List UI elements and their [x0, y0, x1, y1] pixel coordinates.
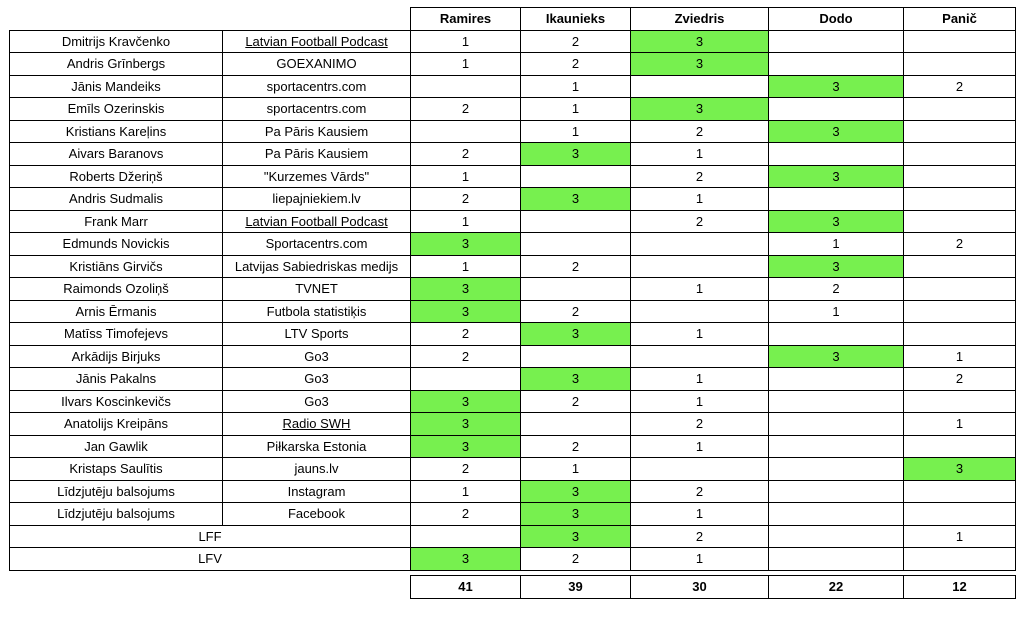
- vote-cell: [631, 75, 769, 98]
- voter-row: [10, 390, 1016, 413]
- total-cell: 12: [904, 575, 1016, 598]
- voter-row: [10, 98, 1016, 121]
- vote-cell: [904, 98, 1016, 121]
- vote-cell: 3: [411, 390, 521, 413]
- voter-source: [223, 368, 411, 391]
- source-text: "Kurzemes Vārds": [263, 168, 370, 184]
- voter-source: [223, 458, 411, 481]
- vote-cell: 2: [521, 435, 631, 458]
- total-cell: 22: [769, 575, 904, 598]
- vote-cell: 3: [411, 548, 521, 571]
- voter-row: [10, 165, 1016, 188]
- vote-cell: 3: [631, 98, 769, 121]
- voter-row: [10, 413, 1016, 436]
- vote-cell: [769, 53, 904, 76]
- voter-row: [10, 53, 1016, 76]
- vote-cell: 2: [411, 503, 521, 526]
- total-cell: 30: [631, 575, 769, 598]
- vote-cell: 1: [631, 390, 769, 413]
- vote-cell: 1: [411, 53, 521, 76]
- vote-cell: [904, 143, 1016, 166]
- vote-cell: [769, 413, 904, 436]
- source-link[interactable]: Latvian Football Podcast: [245, 33, 388, 49]
- header-zviedris: Zviedris: [631, 8, 769, 31]
- voter-name: Arkādijs Birjuks: [10, 345, 223, 368]
- voter-row: [10, 210, 1016, 233]
- org-row: [10, 525, 1016, 548]
- vote-cell: [904, 30, 1016, 53]
- voter-name: Andris Grīnbergs: [10, 53, 223, 76]
- vote-cell: [631, 458, 769, 481]
- vote-cell: 1: [411, 165, 521, 188]
- voter-source: [223, 98, 411, 121]
- vote-cell: [521, 345, 631, 368]
- vote-cell: 2: [521, 300, 631, 323]
- voter-name: Kristaps Saulītis: [10, 458, 223, 481]
- vote-cell: 3: [904, 458, 1016, 481]
- vote-cell: [904, 188, 1016, 211]
- vote-cell: [411, 75, 521, 98]
- voter-source: [223, 345, 411, 368]
- source-link[interactable]: Latvian Football Podcast: [245, 213, 388, 229]
- voter-name: Kristians Kareļins: [10, 120, 223, 143]
- vote-cell: 3: [411, 300, 521, 323]
- totals-row: [10, 575, 1016, 598]
- vote-cell: 1: [411, 480, 521, 503]
- voter-source: [223, 323, 411, 346]
- vote-cell: 2: [904, 233, 1016, 256]
- vote-cell: 3: [769, 75, 904, 98]
- voter-row: [10, 278, 1016, 301]
- vote-cell: [769, 548, 904, 571]
- org-name: LFV: [10, 548, 411, 571]
- vote-cell: 1: [904, 525, 1016, 548]
- total-cell: 41: [411, 575, 521, 598]
- vote-cell: [904, 548, 1016, 571]
- vote-cell: [769, 30, 904, 53]
- vote-cell: 3: [769, 345, 904, 368]
- vote-cell: [769, 458, 904, 481]
- vote-cell: 2: [631, 413, 769, 436]
- vote-cell: 2: [631, 165, 769, 188]
- source-text: Go3: [304, 371, 329, 387]
- voter-name: Kristiāns Girvičs: [10, 255, 223, 278]
- vote-cell: [904, 323, 1016, 346]
- vote-cell: 1: [631, 548, 769, 571]
- vote-cell: [769, 525, 904, 548]
- voter-source: [223, 255, 411, 278]
- voter-row: [10, 255, 1016, 278]
- voter-source: [223, 75, 411, 98]
- vote-cell: 3: [769, 255, 904, 278]
- source-text: Pa Pāris Kausiem: [264, 146, 369, 162]
- vote-cell: 3: [521, 188, 631, 211]
- vote-cell: 2: [904, 75, 1016, 98]
- source-text: sportacentrs.com: [266, 78, 367, 94]
- vote-cell: 1: [521, 75, 631, 98]
- voter-name: Frank Marr: [10, 210, 223, 233]
- vote-cell: [411, 368, 521, 391]
- voter-name: Dmitrijs Kravčenko: [10, 30, 223, 53]
- vote-cell: 3: [521, 368, 631, 391]
- voter-row: [10, 143, 1016, 166]
- voter-name: Emīls Ozerinskis: [10, 98, 223, 121]
- vote-cell: [904, 503, 1016, 526]
- vote-cell: 1: [631, 503, 769, 526]
- vote-cell: 3: [769, 165, 904, 188]
- vote-cell: [769, 503, 904, 526]
- vote-cell: 1: [521, 458, 631, 481]
- voter-row: [10, 30, 1016, 53]
- vote-cell: 1: [631, 323, 769, 346]
- source-text: Pa Pāris Kausiem: [264, 123, 369, 139]
- voter-row: [10, 345, 1016, 368]
- vote-cell: 1: [904, 345, 1016, 368]
- vote-cell: [904, 120, 1016, 143]
- vote-cell: 3: [769, 210, 904, 233]
- voter-name: Edmunds Novickis: [10, 233, 223, 256]
- voter-name: Aivars Baranovs: [10, 143, 223, 166]
- vote-cell: 3: [521, 323, 631, 346]
- vote-cell: 3: [411, 278, 521, 301]
- voter-row: [10, 480, 1016, 503]
- vote-cell: 2: [521, 390, 631, 413]
- source-text: Futbola statistiķis: [266, 303, 367, 319]
- voter-source: [223, 480, 411, 503]
- vote-cell: 3: [411, 413, 521, 436]
- voter-source[interactable]: [223, 30, 411, 53]
- vote-cell: 2: [521, 53, 631, 76]
- vote-cell: 1: [631, 188, 769, 211]
- source-text: Go3: [304, 348, 329, 364]
- vote-cell: 2: [904, 368, 1016, 391]
- vote-cell: 3: [631, 30, 769, 53]
- source-text: Instagram: [287, 483, 346, 499]
- vote-cell: 2: [631, 525, 769, 548]
- vote-cell: 2: [411, 188, 521, 211]
- vote-cell: [769, 323, 904, 346]
- voter-name: Matīss Timofejevs: [10, 323, 223, 346]
- vote-cell: [769, 188, 904, 211]
- vote-cell: 2: [411, 458, 521, 481]
- vote-cell: [769, 143, 904, 166]
- vote-cell: [904, 390, 1016, 413]
- voter-row: [10, 435, 1016, 458]
- voter-name: Raimonds Ozoliņš: [10, 278, 223, 301]
- vote-cell: [521, 210, 631, 233]
- source-text: sportacentrs.com: [266, 101, 367, 117]
- vote-cell: 2: [521, 30, 631, 53]
- source-text: liepajniekiem.lv: [272, 191, 361, 207]
- voter-source[interactable]: [223, 210, 411, 233]
- vote-cell: [904, 210, 1016, 233]
- vote-cell: 2: [631, 210, 769, 233]
- vote-cell: [631, 300, 769, 323]
- vote-cell: [904, 53, 1016, 76]
- vote-cell: [904, 255, 1016, 278]
- vote-cell: [411, 120, 521, 143]
- voter-source: [223, 390, 411, 413]
- totals-blank: [223, 575, 411, 598]
- vote-cell: 1: [769, 300, 904, 323]
- vote-cell: 2: [631, 120, 769, 143]
- vote-cell: 1: [631, 435, 769, 458]
- source-link[interactable]: Radio SWH: [282, 416, 351, 432]
- vote-cell: [521, 278, 631, 301]
- vote-cell: 1: [411, 210, 521, 233]
- vote-cell: 2: [411, 345, 521, 368]
- source-text: TVNET: [295, 281, 338, 297]
- total-cell: 39: [521, 575, 631, 598]
- voter-row: [10, 188, 1016, 211]
- vote-cell: [769, 368, 904, 391]
- vote-cell: 2: [411, 98, 521, 121]
- source-text: Sportacentrs.com: [265, 236, 368, 252]
- totals-blank: [10, 575, 223, 598]
- vote-cell: 1: [411, 30, 521, 53]
- source-text: Latvijas Sabiedriskas medijs: [234, 258, 399, 274]
- org-row: [10, 548, 1016, 571]
- vote-cell: 3: [521, 143, 631, 166]
- voter-row: [10, 120, 1016, 143]
- voter-name: Jānis Mandeiks: [10, 75, 223, 98]
- vote-cell: 1: [631, 368, 769, 391]
- header-row: [10, 8, 1016, 31]
- header-ramires: Ramires: [411, 8, 521, 31]
- vote-cell: 1: [631, 143, 769, 166]
- voter-row: [10, 323, 1016, 346]
- header-dodo: Dodo: [769, 8, 904, 31]
- vote-cell: [521, 413, 631, 436]
- vote-cell: 3: [411, 435, 521, 458]
- vote-cell: [769, 480, 904, 503]
- voter-row: [10, 458, 1016, 481]
- voter-name: Līdzjutēju balsojums: [10, 503, 223, 526]
- vote-cell: 1: [411, 255, 521, 278]
- vote-cell: [904, 435, 1016, 458]
- vote-cell: 3: [769, 120, 904, 143]
- vote-cell: [904, 278, 1016, 301]
- voter-name: Andris Sudmalis: [10, 188, 223, 211]
- vote-cell: [769, 390, 904, 413]
- vote-cell: 1: [521, 120, 631, 143]
- voter-name: Jānis Pakalns: [10, 368, 223, 391]
- header-panic: Panič: [904, 8, 1016, 31]
- vote-cell: 2: [411, 323, 521, 346]
- source-text: Piłkarska Estonia: [266, 438, 367, 454]
- voter-source: [223, 300, 411, 323]
- vote-cell: [631, 255, 769, 278]
- voter-name: Jan Gawlik: [10, 435, 223, 458]
- voter-row: [10, 75, 1016, 98]
- voter-source: [223, 233, 411, 256]
- source-text: Facebook: [287, 506, 346, 522]
- vote-cell: 3: [521, 525, 631, 548]
- source-text: LTV Sports: [284, 326, 349, 342]
- voter-source: [223, 165, 411, 188]
- votes-table: [9, 7, 1016, 599]
- source-text: jauns.lv: [294, 461, 339, 477]
- org-name: LFF: [10, 525, 411, 548]
- vote-cell: 1: [769, 233, 904, 256]
- voter-name: Anatolijs Kreipāns: [10, 413, 223, 436]
- voter-name: Ilvars Koscinkevičs: [10, 390, 223, 413]
- voter-source: [223, 188, 411, 211]
- vote-cell: 3: [521, 480, 631, 503]
- voter-name: Roberts Džeriņš: [10, 165, 223, 188]
- voter-source: [223, 53, 411, 76]
- voter-source[interactable]: [223, 413, 411, 436]
- vote-cell: [411, 525, 521, 548]
- voter-source: [223, 120, 411, 143]
- vote-cell: [521, 233, 631, 256]
- votes-body: [10, 30, 1016, 598]
- voter-source: [223, 435, 411, 458]
- vote-cell: [904, 165, 1016, 188]
- voter-row: [10, 233, 1016, 256]
- vote-cell: 2: [769, 278, 904, 301]
- voter-source: [223, 143, 411, 166]
- vote-cell: [769, 98, 904, 121]
- vote-cell: 1: [521, 98, 631, 121]
- voter-row: [10, 368, 1016, 391]
- voter-source: [223, 278, 411, 301]
- vote-cell: 2: [411, 143, 521, 166]
- vote-cell: [769, 435, 904, 458]
- vote-cell: 3: [631, 53, 769, 76]
- vote-cell: 2: [521, 548, 631, 571]
- header-blank: [10, 8, 223, 31]
- vote-cell: [631, 233, 769, 256]
- vote-cell: 2: [521, 255, 631, 278]
- vote-cell: [521, 165, 631, 188]
- voter-row: [10, 503, 1016, 526]
- voter-source: [223, 503, 411, 526]
- header-blank: [223, 8, 411, 31]
- vote-cell: 3: [411, 233, 521, 256]
- source-text: GOEXANIMO: [276, 56, 357, 72]
- vote-cell: [904, 480, 1016, 503]
- vote-cell: [904, 300, 1016, 323]
- header-ikaunieks: Ikaunieks: [521, 8, 631, 31]
- vote-cell: 3: [521, 503, 631, 526]
- source-text: Go3: [304, 393, 329, 409]
- vote-cell: 1: [631, 278, 769, 301]
- vote-cell: [631, 345, 769, 368]
- voter-name: Arnis Ērmanis: [10, 300, 223, 323]
- vote-cell: 1: [904, 413, 1016, 436]
- voter-row: [10, 300, 1016, 323]
- vote-cell: 2: [631, 480, 769, 503]
- voter-name: Līdzjutēju balsojums: [10, 480, 223, 503]
